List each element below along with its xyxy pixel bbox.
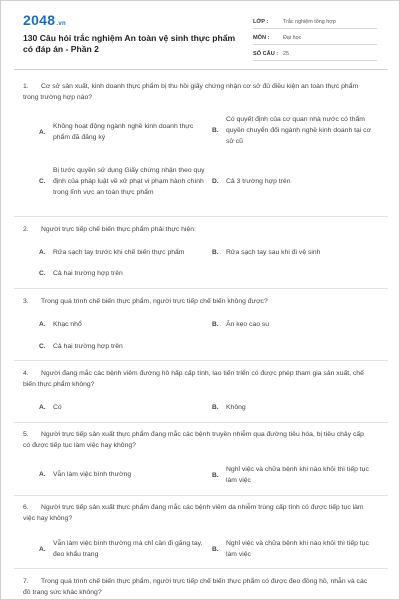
question-1-text: 1. Cơ sở sản xuất, kinh doanh thực phẩm bị thu hồi giấy chứng nhận cơ sở đủ điều kiện an toàn thực phẩm trong trường hợp nào? bbox=[23, 83, 359, 101]
question-5-option-a[interactable]: A. Vẫn làm việc bình thường bbox=[39, 471, 132, 478]
question-separator bbox=[14, 288, 388, 289]
question-2-text: 2. Người trực tiếp chế biến thực phẩm phải thực hiện: bbox=[23, 226, 196, 233]
question-1-option-c[interactable]: C. Bị tước quyền sử dụng Giấy chứng nhận theo quy định của pháp luật về xử phạt vi phạm hành chính trong lĩnh vực an toàn thực phẩm bbox=[39, 166, 205, 196]
question-separator bbox=[14, 422, 388, 423]
header-divider bbox=[14, 69, 388, 70]
meta-value: 25 bbox=[283, 51, 289, 57]
meta-row-count bbox=[253, 46, 377, 61]
question-4-text: 4. Người đang mắc các bệnh viêm đường hô hấp cấp tính, lao tiến triển có được phép tham gia sản xuất, chế biến thực phẩm không? bbox=[23, 370, 364, 388]
question-separator bbox=[14, 216, 388, 217]
meta-row-subject bbox=[253, 30, 377, 45]
question-7-text: 7. Trong quá trình chế biến thực phẩm, người trực tiếp chế biến thực phẩm có được đeo đồng hồ, nhẫn và các đồ trang sức khác không? bbox=[23, 578, 368, 596]
document-title: 130 Câu hỏi trắc nghiệm An toàn vệ sinh thực phẩm có đáp án - Phần 2 bbox=[23, 33, 236, 54]
question-2-option-b[interactable]: B. Rửa sạch tay sau khi đi vệ sinh bbox=[212, 249, 321, 256]
question-2-option-c[interactable]: C. Cả hai trường hợp trên bbox=[39, 270, 123, 277]
question-2-option-a[interactable]: A. Rửa sạch tay trước khi chế biến thực phẩm bbox=[39, 249, 185, 256]
question-separator bbox=[14, 568, 388, 569]
worksheet-meta bbox=[253, 14, 377, 62]
meta-value: Đại học bbox=[283, 35, 302, 41]
meta-row-class bbox=[253, 14, 377, 29]
meta-label: MÔN : bbox=[253, 35, 270, 41]
question-6-option-a[interactable]: A. Vẫn làm việc bình thường mà chỉ cần đi găng tay, đeo khẩu trang bbox=[39, 540, 203, 558]
question-4-option-b[interactable]: B. Không bbox=[212, 404, 246, 411]
question-3-option-c[interactable]: C. Cả hai trường hợp trên bbox=[39, 343, 123, 350]
meta-label: LỚP : bbox=[253, 19, 269, 25]
question-5-text: 5. Người trực tiếp sản xuất thực phẩm đang mắc các bệnh truyền nhiễm qua đường tiêu hóa, bị tiêu chảy cấp có được tiếp tục làm việc hay không? bbox=[23, 431, 364, 449]
question-3-option-b[interactable]: B. Ăn kẹo cao su bbox=[212, 321, 270, 328]
meta-label: SỐ CÂU : bbox=[253, 51, 279, 57]
question-separator bbox=[14, 360, 388, 361]
question-5-option-b[interactable]: B. Nghỉ việc và chữa bệnh khi nào khỏi thì tiếp tục làm việc bbox=[212, 466, 369, 484]
worksheet-header bbox=[1, 1, 400, 67]
question-1-option-a[interactable]: A. Không hoạt động ngành nghề kinh doanh thực phẩm đã đăng ký bbox=[39, 123, 194, 141]
question-3-text: 3. Trong quá trình chế biến thực phẩm, người trực tiếp chế biến không được? bbox=[23, 298, 268, 305]
question-6-option-b[interactable]: B. Nghỉ việc và chữa bệnh khi nào khỏi thì tiếp tục làm việc bbox=[212, 540, 369, 558]
question-1-option-b[interactable]: B. Có quyết định của cơ quan nhà nước có thẩm quyền chuyển đổi ngành nghề kinh doanh tại cơ sở cũ bbox=[212, 116, 372, 145]
question-separator bbox=[14, 495, 388, 496]
question-3-option-a[interactable]: A. Khạc nhổ bbox=[39, 321, 82, 328]
question-1-option-d[interactable]: D. Cả 3 trường hợp trên bbox=[212, 178, 291, 185]
question-4-option-a[interactable]: A. Có bbox=[39, 404, 62, 411]
meta-value: Trắc nghiệm tổng hợp bbox=[283, 19, 336, 25]
question-6-text: 6. Người trực tiếp sản xuất thực phẩm đang mắc các bệnh viêm da nhiễm trùng cấp tính có được tiếp tục làm việc hay không? bbox=[23, 504, 364, 522]
site-logo[interactable]: 2048.vn bbox=[23, 12, 66, 28]
